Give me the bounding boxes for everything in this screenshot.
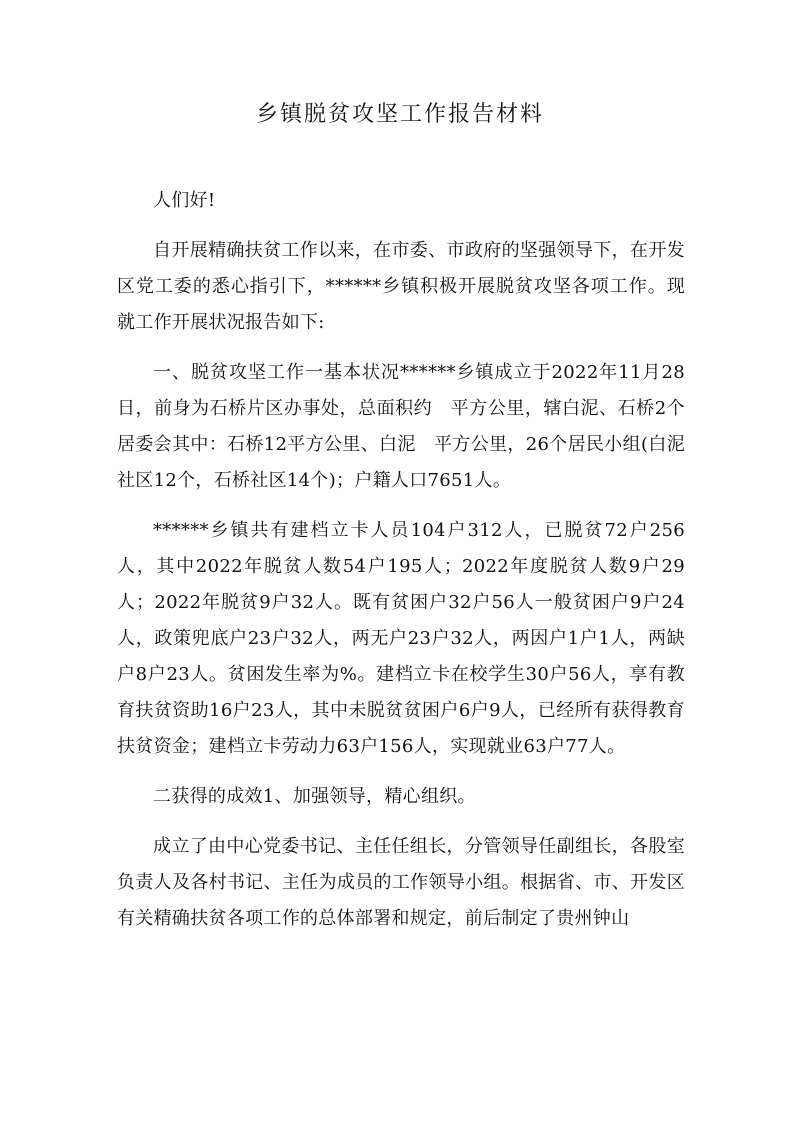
statistics-paragraph: ******乡镇共有建档立卡人员104户312人，已脱贫72户256人，其中2022年脱贫人数54户195人；2022年度脱贫人数9户29人；2022年脱贫9户32人。既有贫困户32户56人一般贫困户9户24人，政策兜底户23户32人，两无户23户32人，两因户1户1人，两缺户8户23人。贫困发生率为%。建档立卡在校学生30户56人，享有教育扶贫资助16户23人，其中未脱贫贫困户6户9人，已经所有获得教育扶贫资金；建档立卡劳动力63户156人，实现就业63户77人。	[117, 520, 685, 757]
document-title: 乡镇脱贫攻坚工作报告材料	[255, 102, 544, 127]
achievements-heading-paragraph: 二获得的成效1、加强领导，精心组织。	[153, 786, 476, 807]
leadership-paragraph: 成立了由中心党委书记、主任任组长，分管领导任副组长，各股室负责人及各村书记、主任为成员的工作领导小组。根据省、市、开发区有关精确扶贫各项工作的总体部署和规定，前后制定了贵州钟山	[117, 836, 685, 929]
greeting-paragraph: 人们好!	[153, 190, 216, 211]
document-body	[117, 183, 685, 951]
intro-paragraph: 自开展精确扶贫工作以来，在市委、市政府的坚强领导下，在开发区党工委的悉心指引下，******乡镇积极开展脱贫攻坚各项工作。现就工作开展状况报告如下:	[117, 240, 685, 333]
basic-situation-paragraph: 一、脱贫攻坚工作一基本状况******乡镇成立于2022年11月28日，前身为石桥片区办事处，总面积约 平方公里，辖白泥、石桥2个居委会其中：石桥12平方公里、白泥 平方公里，26个居民小组(白泥社区12个，石桥社区14个)；户籍人口7651人。	[117, 362, 685, 491]
